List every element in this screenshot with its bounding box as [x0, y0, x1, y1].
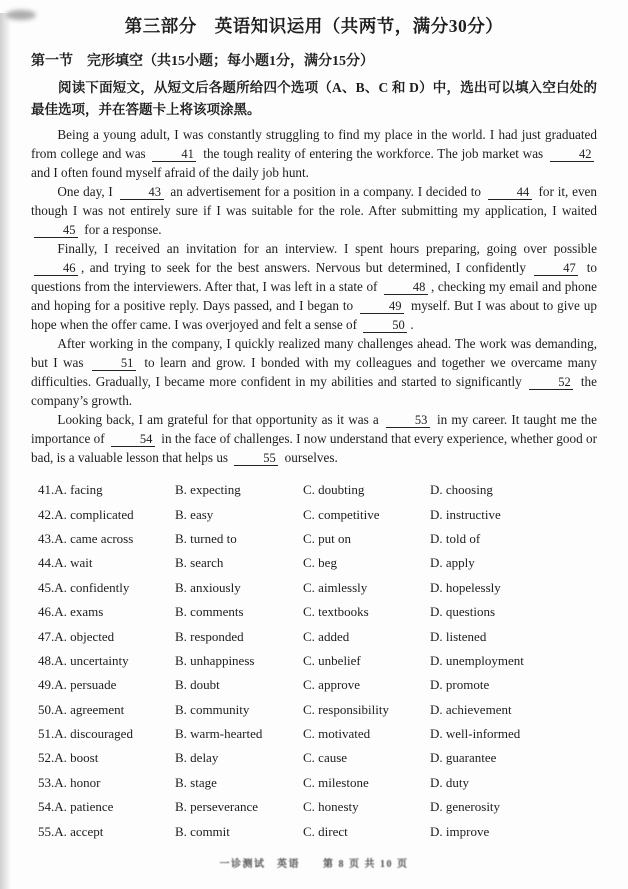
- option-D: D. choosing: [430, 482, 493, 498]
- question-number: 49.: [38, 677, 55, 693]
- blank-51: 51: [92, 357, 136, 371]
- passage-paragraph: Being a young adult, I was constantly struggling to find my place in the world. I had just graduated from college and was 41 the tough reality of entering the workforce. The job market was 42 and I often found myself afraid of the daily job hunt.: [31, 127, 597, 180]
- blank-50: 50: [363, 319, 407, 333]
- option-A: 48.A. uncertainty: [38, 652, 129, 668]
- question-number: 44.: [38, 555, 55, 571]
- blank-41: 41: [152, 148, 196, 162]
- blank-43: 43: [120, 186, 164, 200]
- blank-45: 45: [34, 224, 78, 238]
- question-number: 47.: [38, 628, 55, 644]
- option-C: C. doubting: [303, 482, 365, 498]
- option-D: D. unemployment: [430, 652, 524, 668]
- question-row: [38, 722, 628, 746]
- question-row: [38, 551, 628, 575]
- blank-47: 47: [534, 262, 578, 276]
- question-number: 46.: [38, 604, 55, 620]
- option-A: 46.A. exams: [38, 604, 104, 620]
- question-row: [38, 624, 628, 648]
- option-B: B. commit: [175, 823, 230, 839]
- option-D: D. told of: [430, 530, 481, 546]
- option-C: C. approve: [303, 677, 361, 693]
- option-D: D. promote: [430, 677, 490, 693]
- option-B: B. responded: [175, 628, 244, 644]
- option-C: C. cause: [303, 750, 348, 766]
- part-title: 第三部分 英语知识运用（共两节，满分30分）: [124, 16, 504, 36]
- option-A: 41.A. facing: [38, 482, 103, 498]
- option-B: B. perseverance: [175, 799, 259, 815]
- question-number: 45.: [38, 579, 55, 595]
- option-A: 52.A. boost: [38, 750, 99, 766]
- question-number: 41.: [38, 482, 55, 498]
- question-row: [38, 649, 628, 673]
- option-C: C. unbelief: [303, 652, 361, 668]
- option-B: B. delay: [175, 750, 219, 766]
- question-number: 48.: [38, 652, 55, 668]
- question-row: [38, 502, 628, 526]
- option-D: D. apply: [430, 555, 475, 571]
- passage-paragraph: Finally, I received an invitation for an interview. I spent hours preparing, going over possible 46 , and trying to seek for the best answers. Nervous but determined, I confidently 47 to questions from the interviewers. After that, I was left in a state of 48 , checking my email and phone and hoping for a positive reply. Days passed, and I began to 49 myself. But I was about to give up hope when the offer came. I was overjoyed and felt a sense of 50 .: [31, 241, 597, 332]
- blank-44: 44: [488, 186, 532, 200]
- question-number: 43.: [38, 530, 55, 546]
- option-B: B. expecting: [175, 482, 241, 498]
- option-D: D. instructive: [430, 506, 501, 522]
- option-D: D. generosity: [430, 799, 501, 815]
- option-D: D. duty: [430, 774, 469, 790]
- options-table: [0, 478, 628, 844]
- option-A: 50.A. agreement: [38, 701, 125, 717]
- question-number: 54.: [38, 799, 55, 815]
- question-number: 51.: [38, 726, 55, 742]
- option-A: 45.A. confidently: [38, 579, 130, 595]
- passage-paragraph: After working in the company, I quickly realized many challenges ahead. The work was demanding, but I was 51 to learn and grow. I bonded with my colleagues and together we overcame many difficulties. Gradually, I became more confident in my abilities and started to significantly 52 the company’s growth.: [31, 336, 597, 408]
- option-D: D. achievement: [430, 701, 512, 717]
- option-B: B. doubt: [175, 677, 220, 693]
- option-B: B. search: [175, 555, 224, 571]
- option-A: 43.A. came across: [38, 530, 134, 546]
- option-A: 55.A. accept: [38, 823, 104, 839]
- option-B: B. unhappiness: [175, 652, 255, 668]
- option-D: D. listened: [430, 628, 487, 644]
- question-number: 42.: [38, 506, 55, 522]
- question-row: [38, 673, 628, 697]
- exam-scan-page: [0, 13, 628, 889]
- question-row: [38, 795, 628, 819]
- passage-paragraph: Looking back, I am grateful for that opportunity as it was a 53 in my career. It taught me the importance of 54 in the face of challenges. I now understand that every experience, whether good or bad, is a valuable lesson that helps us 55 ourselves.: [31, 412, 597, 465]
- option-C: C. honesty: [303, 799, 359, 815]
- question-row: [38, 478, 628, 502]
- option-B: B. easy: [175, 506, 214, 522]
- option-A: 49.A. persuade: [38, 677, 117, 693]
- option-A: 42.A. complicated: [38, 506, 134, 522]
- option-C: C. aimlessly: [303, 579, 368, 595]
- question-row: [38, 576, 628, 600]
- option-D: D. hopelessly: [430, 579, 501, 595]
- question-number: 52.: [38, 750, 55, 766]
- section-heading: 第一节 完形填空（共15小题；每小题1分，满分15分）: [31, 54, 374, 69]
- blank-53: 53: [386, 414, 430, 428]
- question-row: [38, 527, 628, 551]
- question-row: [38, 819, 628, 843]
- option-C: C. added: [303, 628, 350, 644]
- question-row: [38, 698, 628, 722]
- passage-paragraph: One day, I 43 an advertisement for a position in a company. I decided to 44 for it, even though I was not entirely sure if I was suitable for the role. After submitting my application, I waited 45 for a response.: [31, 184, 598, 237]
- option-D: D. well-informed: [430, 726, 521, 742]
- blank-46: 46: [34, 262, 78, 276]
- option-A: 47.A. objected: [38, 628, 115, 644]
- blank-48: 48: [384, 281, 428, 295]
- page-footer: 一诊测试 英语 第 8 页 共 10 页: [219, 859, 409, 870]
- cloze-passage: [31, 125, 597, 467]
- option-C: C. textbooks: [303, 604, 369, 620]
- question-number: 50.: [38, 701, 55, 717]
- question-row: [38, 600, 628, 624]
- option-D: D. questions: [430, 604, 495, 620]
- option-C: C. motivated: [303, 726, 371, 742]
- option-B: B. stage: [175, 774, 217, 790]
- option-B: B. comments: [175, 604, 244, 620]
- option-C: C. beg: [303, 555, 337, 571]
- option-B: B. anxiously: [175, 579, 241, 595]
- option-A: 54.A. patience: [38, 799, 114, 815]
- option-A: 53.A. honor: [38, 774, 101, 790]
- blank-49: 49: [360, 300, 404, 314]
- option-D: D. improve: [430, 823, 490, 839]
- blank-55: 55: [234, 452, 278, 466]
- option-C: C. competitive: [303, 506, 380, 522]
- option-A: 51.A. discouraged: [38, 726, 133, 742]
- blank-54: 54: [111, 433, 155, 447]
- option-A: 44.A. wait: [38, 555, 93, 571]
- scan-corner-smudge: [6, 10, 36, 20]
- question-number: 55.: [38, 823, 55, 839]
- option-C: C. put on: [303, 530, 352, 546]
- option-B: B. warm-hearted: [175, 726, 263, 742]
- blank-42: 42: [550, 148, 594, 162]
- question-row: [38, 771, 628, 795]
- option-B: B. community: [175, 701, 250, 717]
- option-D: D. guarantee: [430, 750, 497, 766]
- option-C: C. responsibility: [303, 701, 389, 717]
- blank-52: 52: [529, 376, 573, 390]
- option-B: B. turned to: [175, 530, 237, 546]
- question-number: 53.: [38, 774, 55, 790]
- instructions-text: 阅读下面短文，从短文后各题所给四个选项（A、B、C 和 D）中，选出可以填入空白处的最佳选项，并在答题卡上将该项涂黑。: [31, 80, 597, 117]
- option-C: C. milestone: [303, 774, 369, 790]
- question-row: [38, 746, 628, 770]
- option-C: C. direct: [303, 823, 348, 839]
